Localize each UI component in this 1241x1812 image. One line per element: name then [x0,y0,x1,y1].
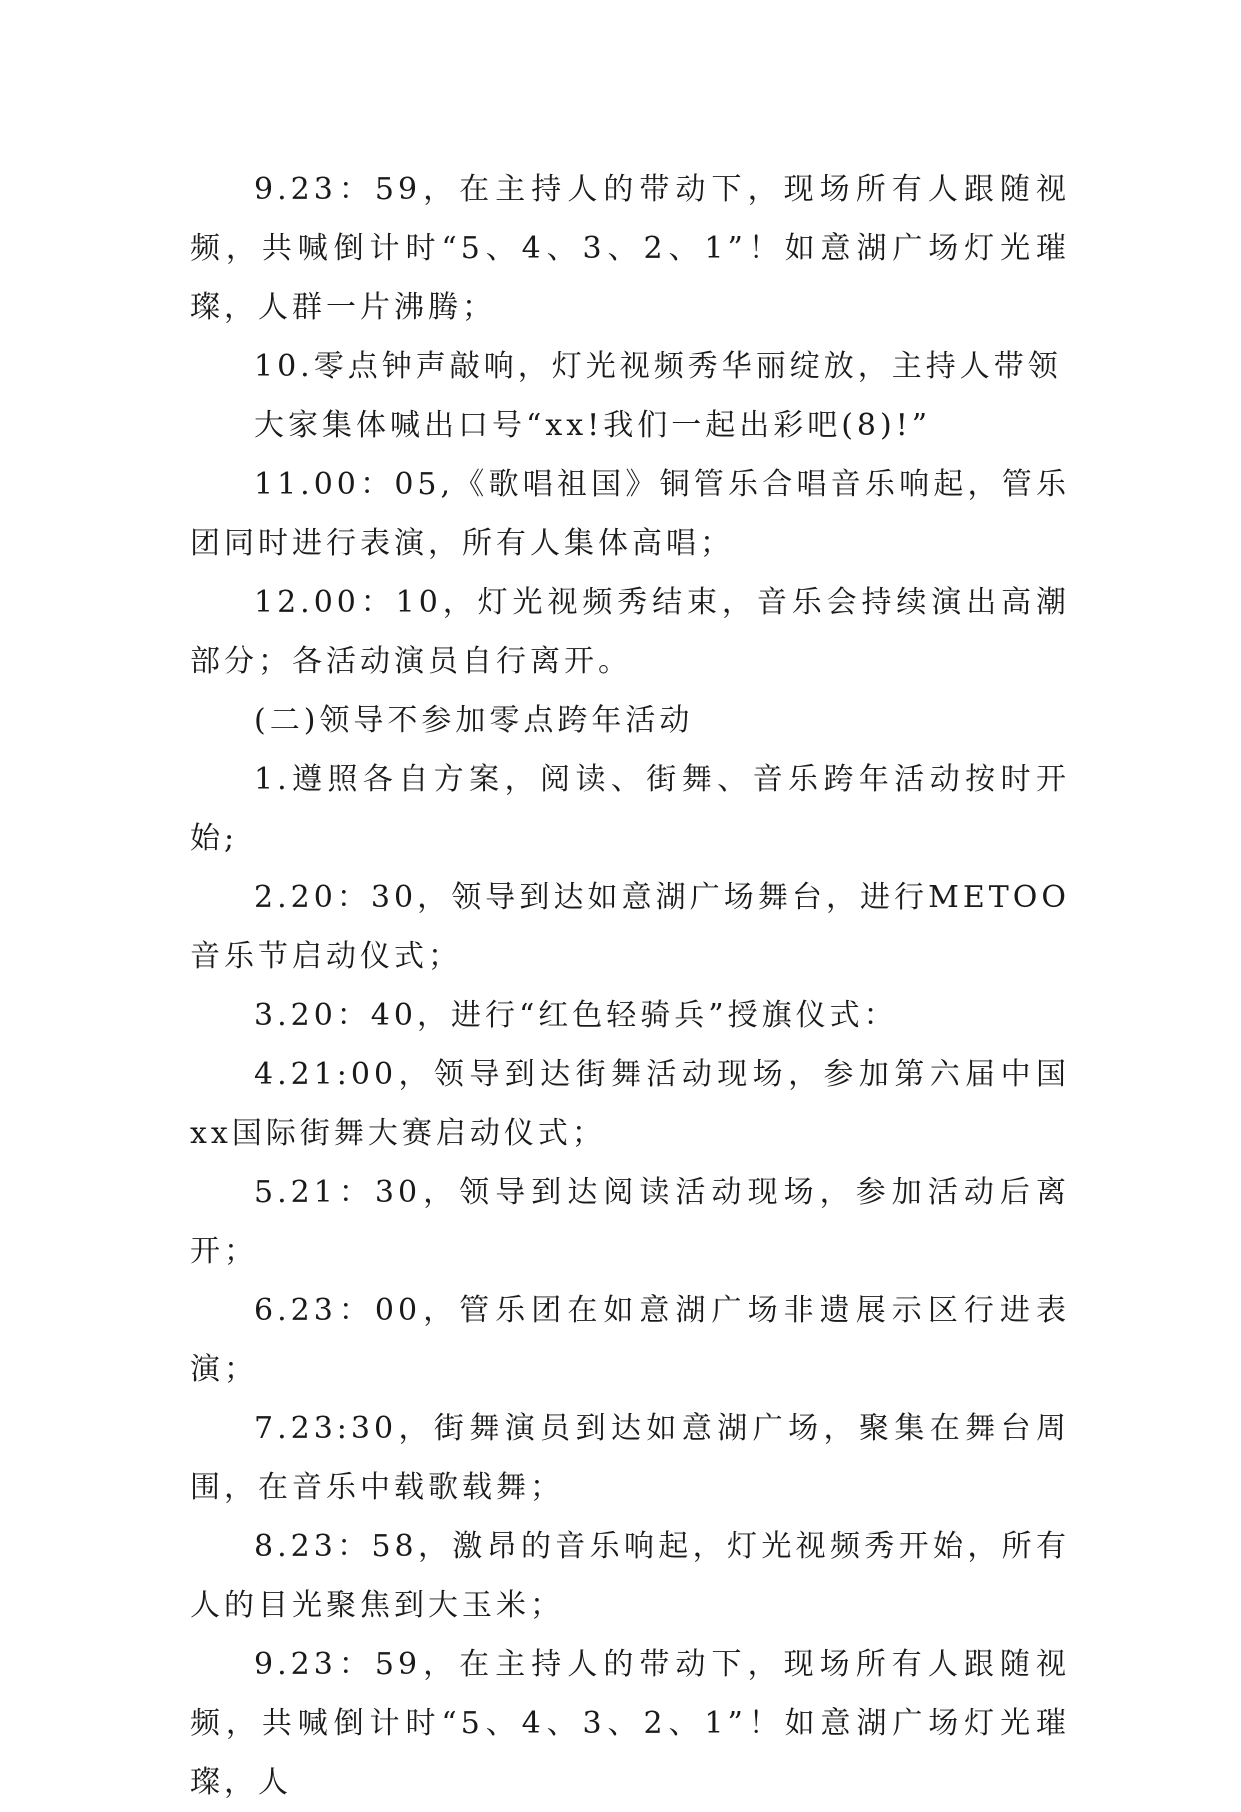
paragraph-item-14: 8.23：58，激昂的音乐响起，灯光视频秀开始，所有人的目光聚焦到大玉米； [190,1529,1070,1623]
paragraph-item-8: 2.20：30，领导到达如意湖广场舞台，进行METOO音乐节启动仪式； [190,880,1070,974]
paragraph-item-1: 9.23：59，在主持人的带动下，现场所有人跟随视频，共喊倒计时“5、4、3、2、1”！如意湖广场灯光璀璨，人群一片沸腾； [190,172,1070,325]
document-body [190,160,1070,1812]
paragraph-item-15: 9.23：59，在主持人的带动下，现场所有人跟随视频，共喊倒计时“5、4、3、2、1”！如意湖广场灯光璀璨，人 [190,1647,1070,1800]
section-heading: (二)领导不参加零点跨年活动 [254,703,694,738]
paragraph-item-12: 6.23：00，管乐团在如意湖广场非遗展示区行进表演； [190,1293,1070,1387]
paragraph-item-2: 10.零点钟声敲响，灯光视频秀华丽绽放，主持人带领 [254,349,1062,384]
paragraph-item-10: 4.21:00，领导到达街舞活动现场，参加第六届中国xx国际街舞大赛启动仪式； [190,1057,1070,1151]
paragraph-item-13: 7.23:30，街舞演员到达如意湖广场，聚集在舞台周围，在音乐中载歌载舞； [190,1411,1070,1505]
paragraph-item-5: 12.00：10，灯光视频秀结束，音乐会持续演出高潮部分；各活动演员自行离开。 [190,585,1070,679]
paragraph-item-3: 大家集体喊出口号“xx!我们一起出彩吧(8)!” [254,408,932,443]
paragraph-item-9: 3.20：40，进行“红色轻骑兵”授旗仪式： [254,998,898,1033]
paragraph-item-11: 5.21：30，领导到达阅读活动现场，参加活动后离开； [190,1175,1070,1269]
paragraph-item-7: 1.遵照各自方案，阅读、街舞、音乐跨年活动按时开始; [190,762,1070,856]
paragraph-item-4: 11.00：05,《歌唱祖国》铜管乐合唱音乐响起，管乐团同时进行表演，所有人集体高唱； [190,467,1070,561]
